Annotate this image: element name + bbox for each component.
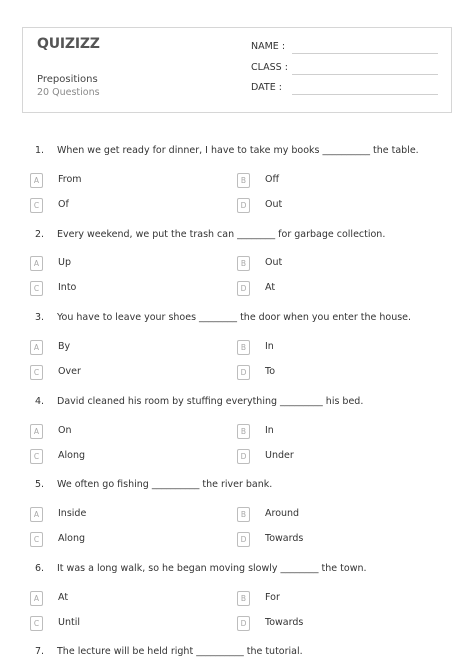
option-text: For [265, 592, 280, 603]
worksheet-title: Prepositions [37, 74, 98, 85]
option-letter: A [30, 424, 43, 439]
question-7 [35, 646, 303, 657]
name-label: NAME : [251, 41, 286, 52]
option-text: Off [265, 174, 280, 185]
option-text: Towards [265, 533, 304, 544]
question-text: David cleaned his room by stuffing everything _________ his bed. [57, 396, 364, 407]
question-number: 7. [35, 646, 45, 657]
option-letter: A [30, 591, 43, 606]
name-line[interactable] [292, 53, 438, 54]
option-text: By [58, 341, 71, 352]
option-letter: D [237, 616, 250, 631]
date-label: DATE : [251, 82, 282, 93]
brand-logo: QUIZIZZ [37, 36, 100, 52]
question-3 [35, 312, 411, 323]
option-text: At [58, 592, 69, 603]
option-text: Out [265, 257, 283, 268]
option-letter: C [30, 532, 43, 547]
option-text: Around [265, 508, 300, 519]
option-letter: D [237, 532, 250, 547]
option-text: In [265, 341, 274, 352]
option-letter: D [237, 198, 250, 213]
option-letter: A [30, 507, 43, 522]
option-text: Of [58, 199, 69, 210]
question-text: We often go fishing __________ the river bank. [57, 479, 273, 490]
option-text: At [265, 282, 276, 293]
question-text: It was a long walk, so he began moving slowly ________ the town. [57, 563, 367, 574]
question-text: Every weekend, we put the trash can ________ for garbage collection. [57, 229, 386, 240]
option-text: Along [58, 450, 86, 461]
question-count: 20 Questions [37, 87, 100, 98]
question-text: When we get ready for dinner, I have to take my books __________ the table. [57, 145, 419, 156]
option-text: To [265, 366, 276, 377]
question-number: 6. [35, 563, 45, 574]
question-number: 4. [35, 396, 45, 407]
option-letter: B [237, 340, 250, 355]
option-text: Towards [265, 617, 304, 628]
date-field [251, 82, 290, 93]
option-text: In [265, 425, 274, 436]
option-letter: A [30, 340, 43, 355]
class-field [251, 62, 290, 73]
option-text: From [58, 174, 82, 185]
date-line[interactable] [292, 94, 438, 95]
option-letter: C [30, 281, 43, 296]
question-2 [35, 229, 385, 240]
option-letter: C [30, 616, 43, 631]
option-letter: B [237, 173, 250, 188]
option-letter: B [237, 424, 250, 439]
question-1 [35, 145, 419, 156]
option-text: Until [58, 617, 80, 628]
class-line[interactable] [292, 74, 438, 75]
question-text: The lecture will be held right __________ the tutorial. [57, 646, 303, 657]
question-5 [35, 479, 272, 490]
question-6 [35, 563, 367, 574]
question-number: 1. [35, 145, 45, 156]
option-text: Under [265, 450, 294, 461]
option-letter: C [30, 198, 43, 213]
name-field [251, 41, 290, 52]
option-text: Into [58, 282, 77, 293]
question-number: 5. [35, 479, 45, 490]
class-label: CLASS : [251, 62, 288, 73]
option-letter: B [237, 591, 250, 606]
option-letter: A [30, 256, 43, 271]
question-text: You have to leave your shoes ________ the door when you enter the house. [57, 312, 412, 323]
option-letter: D [237, 365, 250, 380]
option-letter: D [237, 449, 250, 464]
question-number: 3. [35, 312, 45, 323]
option-letter: B [237, 507, 250, 522]
option-text: Up [58, 257, 71, 268]
option-letter: C [30, 365, 43, 380]
option-text: Out [265, 199, 283, 210]
option-text: Inside [58, 508, 87, 519]
option-text: Over [58, 366, 81, 377]
option-text: On [58, 425, 72, 436]
option-text: Along [58, 533, 86, 544]
question-4 [35, 396, 363, 407]
question-number: 2. [35, 229, 45, 240]
option-letter: A [30, 173, 43, 188]
option-letter: D [237, 281, 250, 296]
option-letter: C [30, 449, 43, 464]
option-letter: B [237, 256, 250, 271]
